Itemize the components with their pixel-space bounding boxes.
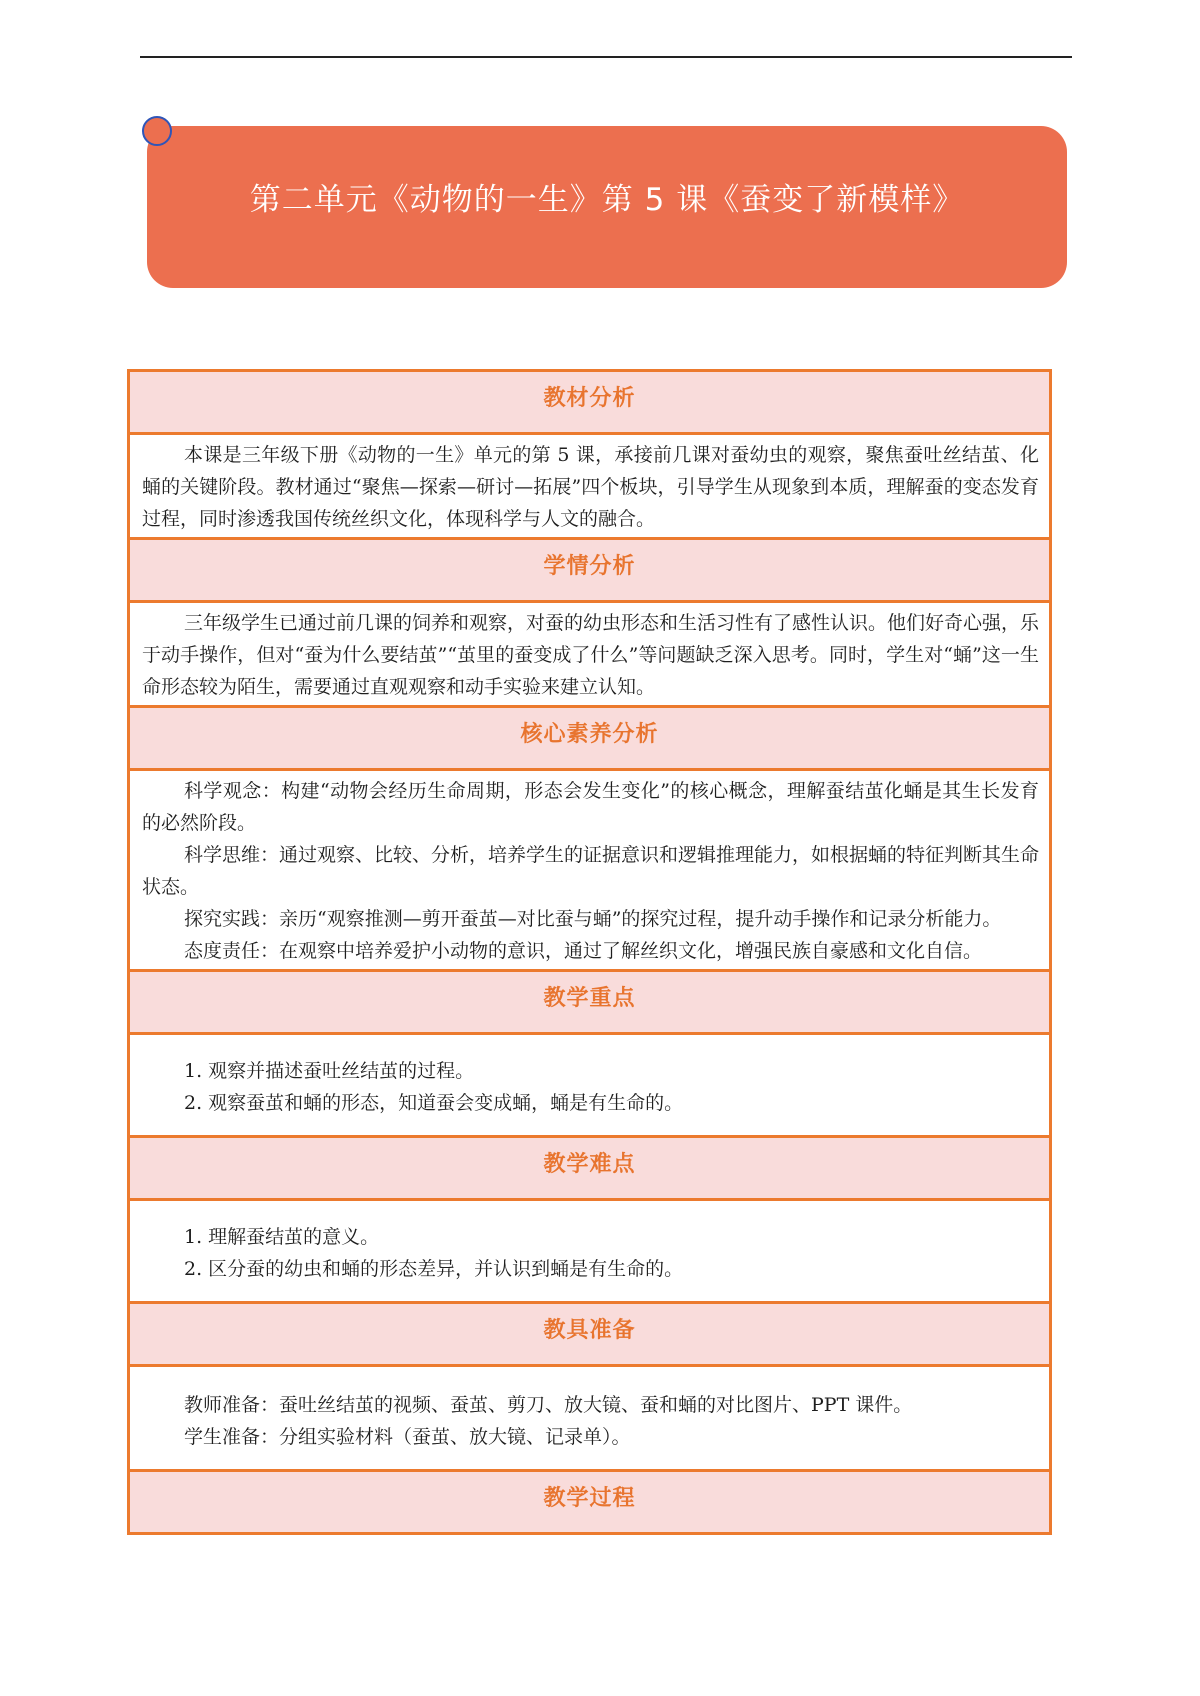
materials-prep-header: [129, 1303, 1051, 1366]
core-literacy-header: [129, 707, 1051, 770]
section-header-row: [129, 1471, 1051, 1534]
list-item: 1. 理解蚕结茧的意义。: [184, 1226, 380, 1248]
material-analysis-header: [129, 371, 1051, 434]
literacy-item: 探究实践：亲历“观察推测—剪开蚕茧—对比蚕与蛹”的探究过程，提升动手操作和记录分析能力。: [184, 908, 1002, 930]
list-item: 2. 区分蚕的幼虫和蛹的形态差异，并认识到蛹是有生命的。: [184, 1258, 684, 1280]
list-item: 2. 观察蚕茧和蛹的形态，知道蚕会变成蛹，蛹是有生命的。: [184, 1092, 684, 1114]
section-body-row: [129, 434, 1051, 539]
section-header-row: [129, 971, 1051, 1034]
section-title: 教学过程: [543, 1486, 636, 1511]
core-literacy-body: [129, 770, 1051, 971]
difficulties-body: [129, 1200, 1051, 1303]
section-title: 核心素养分析: [520, 722, 659, 747]
section-header-row: [129, 1303, 1051, 1366]
section-title: 教具准备: [543, 1318, 636, 1343]
section-header-row: [129, 371, 1051, 434]
section-title: 教材分析: [543, 386, 636, 411]
lesson-title: 第二单元《动物的一生》第 5 课《蚕变了新模样》: [249, 182, 965, 218]
banner-dot-ornament: [142, 116, 172, 146]
section-body-row: [129, 770, 1051, 971]
section-body-row: [129, 602, 1051, 707]
section-body-row: [129, 1034, 1051, 1137]
learner-analysis-header: [129, 539, 1051, 602]
student-prep-text: 学生准备：分组实验材料（蚕茧、放大镜、记录单）。: [184, 1426, 631, 1448]
section-title: 学情分析: [543, 554, 636, 579]
section-title: 教学难点: [543, 1152, 636, 1177]
title-banner: [147, 126, 1067, 288]
section-header-row: [129, 539, 1051, 602]
materials-prep-body: [129, 1366, 1051, 1471]
section-body-row: [129, 1366, 1051, 1471]
teaching-process-header: [129, 1471, 1051, 1534]
list-item: 1. 观察并描述蚕吐丝结茧的过程。: [184, 1060, 475, 1082]
section-header-row: [129, 707, 1051, 770]
key-points-header: [129, 971, 1051, 1034]
literacy-item: 态度责任：在观察中培养爱护小动物的意识，通过了解丝织文化，增强民族自豪感和文化自信。: [184, 940, 983, 962]
section-header-row: [129, 1137, 1051, 1200]
section-body-row: [129, 1200, 1051, 1303]
material-analysis-body: [129, 434, 1051, 539]
difficulties-header: [129, 1137, 1051, 1200]
header-rule: [140, 56, 1072, 58]
literacy-item: 科学思维：通过观察、比较、分析，培养学生的证据意识和逻辑推理能力，如根据蛹的特征判断其生命状态。: [142, 844, 1040, 898]
learner-analysis-body: [129, 602, 1051, 707]
teacher-prep-text: 教师准备：蚕吐丝结茧的视频、蚕茧、剪刀、放大镜、蚕和蛹的对比图片、PPT 课件。: [184, 1394, 913, 1416]
literacy-item: 科学观念：构建“动物会经历生命周期，形态会发生变化”的核心概念，理解蚕结茧化蛹是其生长发育的必然阶段。: [142, 780, 1039, 834]
learner-analysis-text: 三年级学生已通过前几课的饲养和观察，对蚕的幼虫形态和生活习性有了感性认识。他们好奇心强，乐于动手操作，但对“蚕为什么要结茧”“茧里的蚕变成了什么”等问题缺乏深入思考。同时，学生对“蛹”这一生命形态较为陌生，需要通过直观观察和动手实验来建立认知。: [142, 612, 1040, 698]
material-analysis-text: 本课是三年级下册《动物的一生》单元的第 5 课，承接前几课对蚕幼虫的观察，聚焦蚕吐丝结茧、化蛹的关键阶段。教材通过“聚焦—探索—研讨—拓展”四个板块，引导学生从现象到本质，理解蚕的变态发育过程，同时渗透我国传统丝织文化，体现科学与人文的融合。: [142, 444, 1039, 530]
section-title: 教学重点: [543, 986, 636, 1011]
lesson-plan-table: [127, 369, 1052, 1535]
key-points-body: [129, 1034, 1051, 1137]
